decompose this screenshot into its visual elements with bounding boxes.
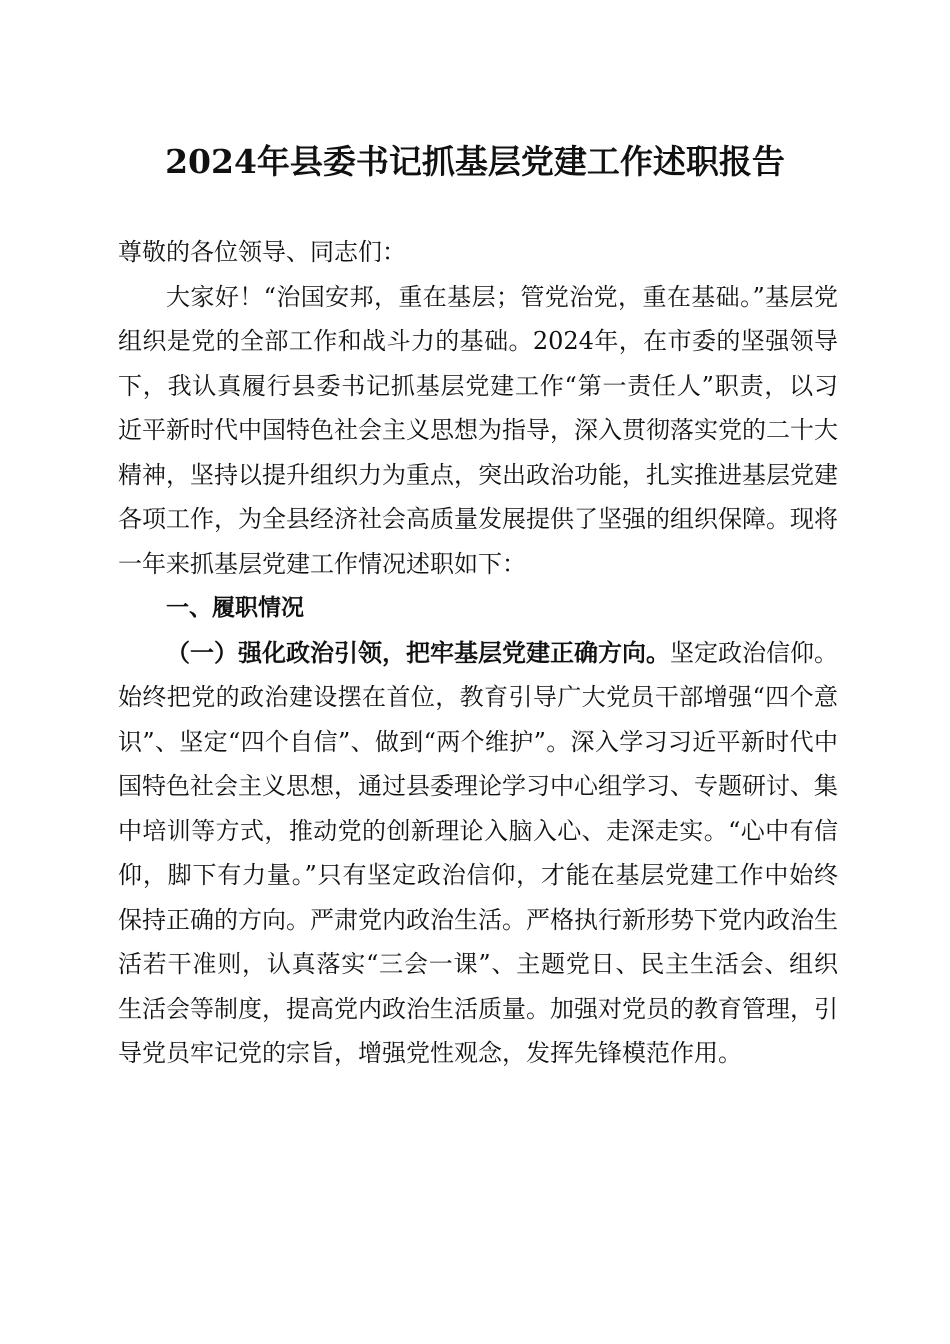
document-title: 2024年县委书记抓基层党建工作述职报告	[165, 142, 785, 181]
subsection-paragraph	[118, 631, 838, 1076]
intro-paragraph: 大家好！“治国安邦，重在基层；管党治党，重在基础。”基层党组织是党的全部工作和战斗力的基础。2024年，在市委的坚强领导下，我认真履行县委书记抓基层党建工作“第一责任人”职责，以习近平新时代中国特色社会主义思想为指导，深入贯彻落实党的二十大精神，坚持以提升组织力为重点，突出政治功能，扎实推进基层党建各项工作，为全县经济社会高质量发展提供了坚强的组织保障。现将一年来抓基层党建工作情况述职如下：	[118, 282, 838, 578]
section-heading: 一、履职情况	[166, 595, 304, 621]
subsection-body: 坚定政治信仰。始终把党的政治建设摆在首位，教育引导广大党员干部增强“四个意识”、坚定“四个自信”、做到“两个维护”。深入学习习近平新时代中国特色社会主义思想，通过县委理论学习中心组学习、专题研讨、集中培训等方式，推动党的创新理论入脑入心、走深走实。“心中有信仰，脚下有力量。”只有坚定政治信仰，才能在基层党建工作中始终保持正确的方向。严肃党内政治生活。严格执行新形势下党内政治生活若干准则，认真落实“三会一课”、主题党日、民主生活会、组织生活会等制度，提高党内政治生活质量。加强对党员的教育管理，引导党员牢记党的宗旨，增强党性观念，发挥先锋模范作用。	[118, 638, 838, 1067]
subsection-heading: （一）强化政治引领，把牢基层党建正确方向。	[166, 637, 670, 667]
salutation: 尊敬的各位领导、同志们：	[118, 238, 406, 266]
document-body	[118, 230, 838, 1076]
